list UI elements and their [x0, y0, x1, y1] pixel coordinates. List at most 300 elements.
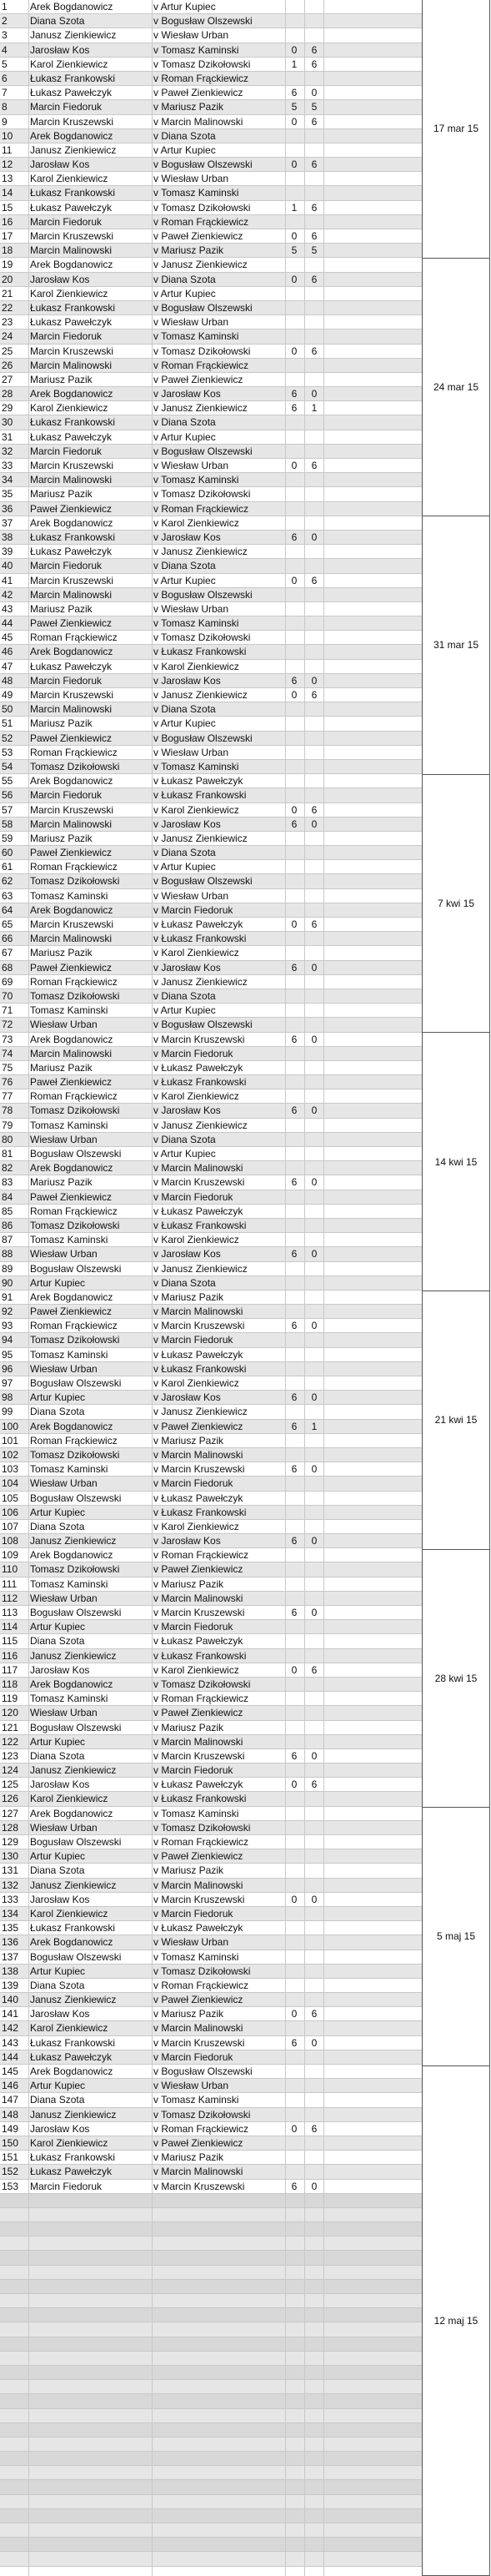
- match-number: 66: [2, 933, 13, 945]
- away-score: [307, 415, 322, 429]
- away-player: v Wiesław Urban: [153, 1936, 229, 1949]
- home-player: Roman Frąckiewicz: [30, 1320, 118, 1332]
- table-row: [0, 1649, 422, 1663]
- table-row: [0, 1835, 422, 1849]
- home-score: [287, 1089, 302, 1103]
- table-row: [0, 860, 422, 874]
- away-score: [307, 315, 322, 329]
- away-player: v Roman Frąckiewicz: [153, 1549, 249, 1562]
- match-number: 97: [2, 1377, 13, 1389]
- table-row: [0, 2050, 422, 2065]
- home-player: Diana Szota: [30, 1520, 85, 1532]
- home-player: Janusz Zienkiewicz: [30, 1649, 117, 1662]
- grid-line: [28, 0, 29, 2576]
- home-score: 0: [291, 460, 298, 471]
- away-score: [307, 1448, 322, 1462]
- match-number: 44: [2, 617, 13, 630]
- home-player: Marcin Fiedoruk: [30, 330, 103, 343]
- table-row: [0, 86, 422, 100]
- away-score: 6: [311, 230, 318, 242]
- home-score: [287, 1835, 302, 1849]
- home-player: Marcin Malinowski: [30, 703, 113, 716]
- away-score: 6: [311, 201, 318, 214]
- home-player: Bogusław Olszewski: [30, 1377, 122, 1389]
- table-row: [0, 1004, 422, 1018]
- match-number: 122: [2, 1735, 19, 1748]
- home-player: Mariusz Pazik: [30, 373, 93, 385]
- away-player: v Mariusz Pazik: [153, 1721, 224, 1733]
- away-player: v Łukasz Pawełczyk: [153, 1205, 243, 1217]
- away-score: 0: [311, 1176, 318, 1189]
- home-score: [287, 1161, 302, 1175]
- home-player: Mariusz Pazik: [30, 1176, 93, 1189]
- empty-row: [0, 2308, 422, 2322]
- match-number: 80: [2, 1133, 13, 1145]
- home-player: Karol Zienkiewicz: [30, 1907, 108, 1919]
- match-number: 51: [2, 717, 13, 730]
- match-number: 120: [2, 1707, 19, 1719]
- match-number: 140: [2, 1994, 19, 2006]
- match-number: 126: [2, 1793, 19, 1805]
- away-score: [307, 14, 322, 28]
- home-score: [287, 1405, 302, 1418]
- home-player: Tomasz Kaminski: [30, 889, 108, 902]
- home-player: Jarosław Kos: [30, 2008, 90, 2020]
- home-score: 0: [291, 574, 298, 586]
- round-date-cell: [422, 775, 490, 1034]
- home-player: Arek Bogdanowicz: [30, 516, 113, 529]
- home-score: [287, 1362, 302, 1376]
- table-row: [0, 502, 422, 516]
- home-player: Paweł Zienkiewicz: [30, 732, 113, 744]
- home-score: [287, 2093, 302, 2106]
- home-player: Łukasz Pawełczyk: [30, 2166, 113, 2178]
- away-score: [307, 72, 322, 85]
- away-score: [307, 1979, 322, 1992]
- away-player: v Wiesław Urban: [153, 460, 229, 471]
- home-player: Wiesław Urban: [30, 1019, 98, 1031]
- home-score: [287, 28, 302, 42]
- away-score: 6: [311, 58, 318, 70]
- round-date-cell: [422, 259, 490, 517]
- table-row: [0, 1061, 422, 1075]
- away-player: v Bogusław Olszewski: [153, 732, 253, 744]
- home-score: [287, 1577, 302, 1591]
- home-score: [287, 1133, 302, 1146]
- home-score: [287, 301, 302, 314]
- away-player: v Tomasz Dzikołowski: [153, 1678, 251, 1690]
- away-player: v Paweł Zienkiewicz: [153, 2136, 243, 2149]
- match-number: 56: [2, 789, 13, 802]
- away-score: 6: [311, 460, 318, 471]
- away-player: v Artur Kupiec: [153, 1148, 216, 1160]
- home-score: [287, 2050, 302, 2064]
- home-score: [287, 846, 302, 859]
- match-number: 63: [2, 889, 13, 902]
- away-player: v Karol Zienkiewicz: [153, 1090, 239, 1103]
- match-number: 27: [2, 373, 13, 385]
- match-number: 28: [2, 388, 13, 400]
- away-player: v Wiesław Urban: [153, 889, 229, 902]
- home-player: Marcin Malinowski: [30, 359, 113, 371]
- away-score: [307, 2050, 322, 2064]
- home-player: Wiesław Urban: [30, 1362, 98, 1375]
- home-player: Marcin Fiedoruk: [30, 789, 103, 802]
- home-player: Marcin Fiedoruk: [30, 674, 103, 687]
- away-score: 0: [311, 1320, 318, 1332]
- home-score: [287, 1849, 302, 1863]
- home-score: [287, 932, 302, 945]
- home-player: Diana Szota: [30, 1749, 85, 1762]
- match-number: 82: [2, 1162, 13, 1175]
- home-player: Tomasz Kaminski: [30, 1348, 108, 1361]
- away-player: v Paweł Zienkiewicz: [153, 1850, 243, 1863]
- match-number: 92: [2, 1306, 13, 1318]
- match-number: 77: [2, 1090, 13, 1103]
- away-player: v Bogusław Olszewski: [153, 301, 253, 314]
- home-score: [287, 14, 302, 28]
- away-player: v Karol Zienkiewicz: [153, 660, 239, 672]
- away-player: v Tomasz Dzikołowski: [153, 2108, 251, 2121]
- match-number: 38: [2, 531, 13, 543]
- round-date-label: 24 mar 15: [433, 380, 479, 393]
- round-date-cell: [422, 2066, 490, 2576]
- away-score: [307, 1921, 322, 1935]
- match-number: 153: [2, 2180, 19, 2192]
- away-score: [307, 1678, 322, 1691]
- home-player: Łukasz Frankowski: [30, 2151, 116, 2164]
- away-player: v Tomasz Dzikołowski: [153, 201, 251, 214]
- match-number: 78: [2, 1104, 13, 1117]
- away-score: [307, 1233, 322, 1246]
- away-score: [307, 1018, 322, 1031]
- away-score: [307, 1807, 322, 1820]
- home-score: 0: [291, 918, 298, 930]
- home-player: Jarosław Kos: [30, 158, 90, 171]
- home-score: [287, 1864, 302, 1877]
- away-score: [307, 903, 322, 917]
- table-row: [0, 660, 422, 674]
- away-player: v Marcin Kruszewski: [153, 1176, 245, 1189]
- away-score: [307, 545, 322, 558]
- away-player: v Tomasz Dzikołowski: [153, 631, 251, 644]
- home-score: [287, 1061, 302, 1074]
- home-player: Bogusław Olszewski: [30, 1607, 122, 1618]
- away-player: v Karol Zienkiewicz: [153, 1377, 239, 1389]
- home-score: [287, 0, 302, 13]
- away-player: v Roman Frąckiewicz: [153, 1979, 249, 1991]
- home-player: Janusz Zienkiewicz: [30, 1994, 117, 2006]
- empty-row: [0, 2480, 422, 2494]
- away-score: [307, 832, 322, 845]
- home-score: [287, 645, 302, 658]
- home-player: Marcin Kruszewski: [30, 115, 114, 128]
- away-player: v Mariusz Pazik: [153, 2008, 224, 2020]
- table-row: [0, 158, 422, 172]
- home-player: Jarosław Kos: [30, 43, 90, 56]
- home-player: Karol Zienkiewicz: [30, 402, 108, 415]
- match-number: 147: [2, 2094, 19, 2106]
- match-number: 93: [2, 1320, 13, 1332]
- table-row: [0, 215, 422, 229]
- home-player: Arek Bogdanowicz: [30, 1033, 113, 1045]
- table-row: [0, 1778, 422, 1792]
- home-score: [287, 1993, 302, 2006]
- table-row: [0, 1606, 422, 1620]
- away-player: v Łukasz Pawełczyk: [153, 1779, 243, 1791]
- away-player: v Janusz Zienkiewicz: [153, 689, 248, 701]
- away-score: 0: [311, 1607, 318, 1618]
- home-player: Arek Bogdanowicz: [30, 129, 113, 142]
- table-row: [0, 1749, 422, 1763]
- home-score: [287, 72, 302, 85]
- home-score: 0: [291, 115, 298, 128]
- home-score: 0: [291, 345, 298, 357]
- home-player: Diana Szota: [30, 1406, 85, 1418]
- empty-row: [0, 2194, 422, 2208]
- home-player: Tomasz Kaminski: [30, 1693, 108, 1705]
- home-player: Artur Kupiec: [30, 1850, 86, 1863]
- home-player: Arek Bogdanowicz: [30, 1162, 113, 1175]
- away-score: [307, 788, 322, 802]
- home-player: Diana Szota: [30, 1635, 85, 1648]
- match-number: 108: [2, 1535, 19, 1547]
- away-score: [307, 1821, 322, 1834]
- table-row: [0, 1950, 422, 1965]
- match-number: 37: [2, 516, 13, 529]
- table-row: [0, 516, 422, 531]
- away-score: [307, 1333, 322, 1346]
- away-score: 6: [311, 43, 318, 56]
- match-number: 79: [2, 1119, 13, 1131]
- away-score: [307, 1434, 322, 1447]
- empty-row: [0, 2438, 422, 2452]
- home-score: [287, 2079, 302, 2092]
- home-player: Tomasz Dzikołowski: [30, 1563, 120, 1576]
- away-player: v Łukasz Frankowski: [153, 1219, 247, 1231]
- away-score: 0: [311, 1104, 318, 1117]
- away-player: v Łukasz Pawełczyk: [153, 918, 243, 930]
- away-score: [307, 186, 322, 199]
- table-row: [0, 1879, 422, 1893]
- table-row: [0, 1592, 422, 1606]
- away-score: [307, 702, 322, 716]
- home-player: Łukasz Pawełczyk: [30, 87, 113, 99]
- match-number: 116: [2, 1649, 18, 1662]
- home-player: Bogusław Olszewski: [30, 1721, 122, 1733]
- away-player: v Bogusław Olszewski: [153, 15, 253, 28]
- match-number: 3: [2, 29, 8, 42]
- table-row: [0, 1864, 422, 1878]
- home-player: Marcin Malinowski: [30, 474, 113, 486]
- away-player: v Karol Zienkiewicz: [153, 1520, 239, 1532]
- home-player: Karol Zienkiewicz: [30, 1793, 108, 1805]
- home-score: [287, 1305, 302, 1318]
- home-player: Roman Frąckiewicz: [30, 1205, 118, 1217]
- away-score: [307, 487, 322, 501]
- home-score: 0: [291, 230, 298, 242]
- table-row: [0, 1807, 422, 1821]
- away-player: v Roman Frąckiewicz: [153, 1693, 249, 1705]
- away-player: v Tomasz Kaminski: [153, 760, 239, 772]
- home-player: Arek Bogdanowicz: [30, 1678, 113, 1690]
- away-player: v Marcin Malinowski: [153, 1592, 243, 1604]
- home-score: 6: [291, 1391, 298, 1404]
- away-score: [307, 1792, 322, 1805]
- home-player: Wiesław Urban: [30, 1707, 98, 1719]
- home-score: 6: [291, 1749, 298, 1762]
- away-score: 0: [311, 1893, 318, 1905]
- away-player: v Marcin Malinowski: [153, 115, 243, 128]
- match-number: 101: [2, 1434, 19, 1446]
- round-date-label: 28 kwi 15: [434, 1672, 478, 1684]
- table-row: [0, 1620, 422, 1634]
- away-score: [307, 473, 322, 486]
- home-score: [287, 1434, 302, 1447]
- away-score: [307, 559, 322, 572]
- match-number: 135: [2, 1922, 19, 1935]
- match-number: 95: [2, 1348, 13, 1361]
- away-player: v Łukasz Pawełczyk: [153, 1922, 243, 1935]
- home-score: [287, 1376, 302, 1390]
- empty-row: [0, 2552, 422, 2566]
- away-score: [307, 1879, 322, 1892]
- table-row: [0, 115, 422, 129]
- away-player: v Roman Frąckiewicz: [153, 502, 249, 515]
- home-score: [287, 2165, 302, 2178]
- match-number: 46: [2, 646, 13, 658]
- home-player: Tomasz Kaminski: [30, 1463, 108, 1476]
- away-player: v Tomasz Kaminski: [153, 43, 239, 56]
- round-date-label: 31 mar 15: [433, 639, 479, 652]
- home-player: Marcin Malinowski: [30, 588, 113, 601]
- table-row: [0, 2151, 422, 2165]
- home-score: 6: [291, 1607, 298, 1618]
- home-score: 0: [291, 1893, 298, 1905]
- table-row: [0, 244, 422, 258]
- table-row: [0, 273, 422, 287]
- table-row: [0, 732, 422, 746]
- table-row: [0, 1993, 422, 2007]
- match-number: 60: [2, 847, 13, 859]
- away-score: [307, 1735, 322, 1748]
- away-score: [307, 645, 322, 658]
- away-player: v Artur Kupiec: [153, 574, 216, 586]
- home-score: [287, 860, 302, 873]
- away-player: v Marcin Fiedoruk: [153, 2050, 233, 2063]
- home-player: Tomasz Dzikołowski: [30, 875, 120, 888]
- home-player: Marcin Malinowski: [30, 244, 113, 257]
- home-player: Wiesław Urban: [30, 1592, 98, 1604]
- away-score: [307, 932, 322, 945]
- away-player: v Diana Szota: [153, 129, 216, 142]
- home-score: [287, 172, 302, 185]
- table-row: [0, 1663, 422, 1678]
- away-score: [307, 1089, 322, 1103]
- match-number: 87: [2, 1234, 13, 1246]
- round-date-label: 14 kwi 15: [434, 1155, 478, 1168]
- match-number: 129: [2, 1836, 19, 1848]
- match-number: 144: [2, 2050, 19, 2063]
- table-row: [0, 2108, 422, 2122]
- home-score: [287, 975, 302, 989]
- match-number: 10: [2, 129, 13, 142]
- home-player: Marcin Kruszewski: [30, 460, 114, 471]
- away-score: [307, 1950, 322, 1964]
- away-score: [307, 1205, 322, 1218]
- away-score: [307, 0, 322, 13]
- home-score: [287, 1448, 302, 1462]
- match-number: 113: [2, 1607, 18, 1618]
- table-row: [0, 1247, 422, 1261]
- away-player: v Łukasz Frankowski: [153, 1362, 247, 1375]
- match-number: 83: [2, 1176, 13, 1189]
- home-player: Diana Szota: [30, 1979, 85, 1991]
- table-row: [0, 2136, 422, 2151]
- home-player: Artur Kupiec: [30, 1735, 86, 1748]
- table-row: [0, 631, 422, 645]
- table-row: [0, 1935, 422, 1950]
- home-player: Łukasz Pawełczyk: [30, 316, 113, 329]
- away-score: [307, 2108, 322, 2121]
- match-number: 32: [2, 445, 13, 457]
- table-row: [0, 43, 422, 58]
- away-player: v Jarosław Kos: [153, 1248, 221, 1260]
- home-score: [287, 258, 302, 271]
- table-row: [0, 1692, 422, 1706]
- table-row: [0, 287, 422, 301]
- home-score: 6: [291, 1176, 298, 1189]
- away-score: [307, 1405, 322, 1418]
- table-row: [0, 1577, 422, 1592]
- away-score: [307, 717, 322, 730]
- away-player: v Artur Kupiec: [153, 861, 216, 873]
- away-player: v Tomasz Kaminski: [153, 187, 239, 199]
- empty-row: [0, 2236, 422, 2251]
- away-player: v Marcin Malinowski: [153, 1879, 243, 1891]
- match-number: 25: [2, 345, 13, 357]
- table-row: [0, 1520, 422, 1534]
- home-player: Łukasz Pawełczyk: [30, 2050, 113, 2063]
- away-player: v Marcin Fiedoruk: [153, 1477, 233, 1490]
- home-player: Wiesław Urban: [30, 1821, 98, 1834]
- away-score: [307, 143, 322, 157]
- match-number: 72: [2, 1019, 13, 1031]
- away-player: v Tomasz Dzikołowski: [153, 58, 251, 70]
- table-row: [0, 430, 422, 445]
- away-player: v Bogusław Olszewski: [153, 875, 253, 888]
- home-player: Arek Bogdanowicz: [30, 1936, 113, 1949]
- table-row: [0, 1362, 422, 1376]
- match-number: 31: [2, 430, 13, 443]
- away-score: 6: [311, 574, 318, 586]
- table-row: [0, 72, 422, 86]
- away-player: v Jarosław Kos: [153, 961, 221, 974]
- home-player: Wiesław Urban: [30, 1248, 98, 1260]
- empty-row: [0, 2409, 422, 2423]
- away-player: v Mariusz Pazik: [153, 1577, 224, 1590]
- home-player: Diana Szota: [30, 1864, 85, 1877]
- away-player: v Janusz Zienkiewicz: [153, 1406, 248, 1418]
- match-number: 13: [2, 173, 13, 185]
- table-row: [0, 258, 422, 272]
- home-player: Wiesław Urban: [30, 1133, 98, 1145]
- away-score: 0: [311, 1749, 318, 1762]
- home-player: Paweł Zienkiewicz: [30, 961, 113, 974]
- home-score: [287, 946, 302, 959]
- home-player: Arek Bogdanowicz: [30, 646, 113, 658]
- grid-line: [152, 0, 153, 2576]
